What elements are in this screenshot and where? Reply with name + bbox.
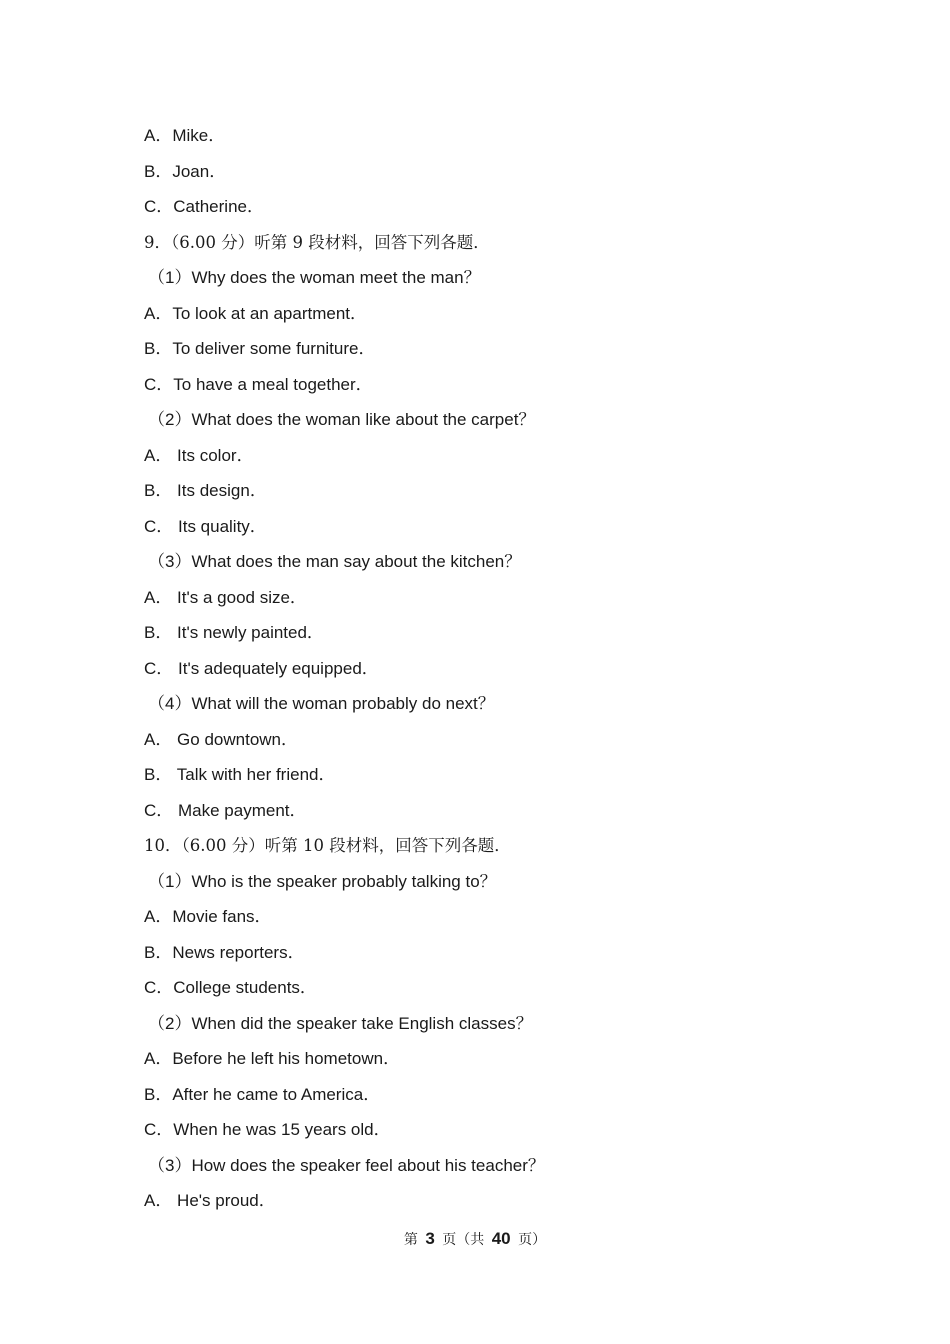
- option-line: A． Go downtown．: [144, 729, 299, 749]
- option-line: C． It's adequately equipped．: [144, 658, 379, 678]
- sub-question: （4）What will the woman probably do next？: [148, 694, 495, 713]
- option-line: C．College students．: [144, 978, 317, 997]
- question-heading: 10．（6.00 分）听第 10 段材料，回答下列各题．: [144, 836, 511, 855]
- footer-suffix: 页）: [518, 1232, 547, 1248]
- option-line: A． Its color．: [144, 445, 254, 465]
- sub-question: （2）What does the woman like about the carpet？: [148, 410, 536, 429]
- sub-question: （3）What does the man say about the kitchen？: [148, 552, 522, 571]
- footer-middle: 页（共: [442, 1232, 485, 1248]
- option-line: A． It's a good size．: [144, 587, 307, 607]
- option-line: B． Talk with her friend．: [144, 765, 336, 784]
- option-line: B．After he came to America．: [144, 1084, 381, 1104]
- question-list: [144, 118, 824, 1219]
- option-line: C． Make payment．: [144, 800, 307, 820]
- option-line: B． Its design．: [144, 481, 267, 500]
- option-line: A．Movie fans．: [144, 907, 272, 926]
- option-line: C．When he was 15 years old．: [144, 1120, 391, 1139]
- option-line: A．Mike．: [144, 126, 226, 145]
- sub-question: （1）Who is the speaker probably talking to？: [148, 871, 497, 891]
- sub-question: （3）How does the speaker feel about his teacher？: [148, 1155, 545, 1175]
- sub-question: （2）When did the speaker take English classes？: [148, 1013, 533, 1033]
- option-line: B．To deliver some furniture．: [144, 339, 376, 358]
- option-line: A．Before he left his hometown．: [144, 1049, 401, 1068]
- footer-prefix: 第: [403, 1232, 418, 1248]
- option-line: B．News reporters．: [144, 942, 305, 962]
- page-number: 3: [425, 1229, 435, 1248]
- question-heading: 9．（6.00 分）听第 9 段材料，回答下列各题．: [144, 232, 490, 252]
- total-pages: 40: [491, 1229, 511, 1248]
- option-line: B．Joan．: [144, 161, 227, 181]
- sub-question: （1）Why does the woman meet the man？: [148, 268, 481, 287]
- option-line: A． He's proud．: [144, 1191, 276, 1210]
- option-line: B． It's newly painted．: [144, 623, 324, 642]
- option-line: C．Catherine．: [144, 197, 264, 216]
- option-line: C． Its quality．: [144, 516, 267, 536]
- page-footer: [0, 1226, 950, 1253]
- option-line: C．To have a meal together．: [144, 374, 373, 394]
- option-line: A．To look at an apartment．: [144, 303, 368, 323]
